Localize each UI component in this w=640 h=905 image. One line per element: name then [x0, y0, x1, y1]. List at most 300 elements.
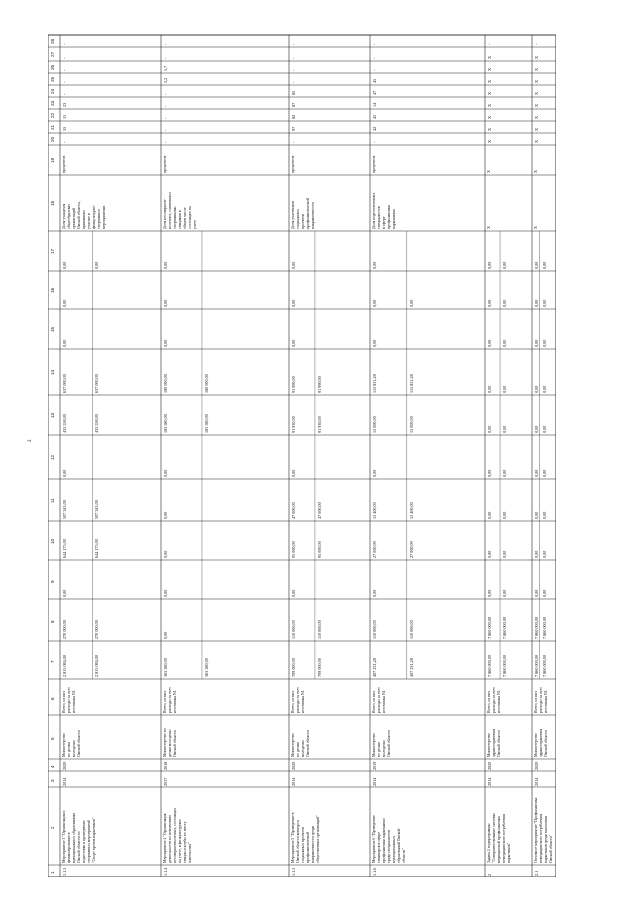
indicator-value: X	[487, 67, 492, 71]
row-name-line: "Совершенствование системы	[492, 812, 496, 863]
executor-line: Министерство	[291, 733, 295, 757]
column-number: 26	[50, 64, 55, 70]
money-total: 0,00	[534, 511, 539, 519]
source-line: расходы за счет	[67, 687, 71, 713]
source-line: Всего, из них	[291, 690, 295, 713]
row-name-line: образований Омской	[397, 828, 401, 863]
source-line: Всего, из них	[62, 690, 66, 713]
money-total: 0,00	[487, 339, 492, 347]
money-total: 0,00	[534, 589, 539, 597]
indicator-value: -	[62, 93, 67, 95]
money-total: 0,00	[62, 299, 67, 307]
column-number: 2	[50, 826, 55, 829]
executor-line: делам молодежи	[168, 729, 172, 757]
money-source: 91 930,00	[316, 416, 322, 433]
money-total: 407 231,28	[372, 658, 377, 677]
money-total: 95 000,00	[291, 541, 296, 558]
row-name-line: Задача 2 подпрограммы	[487, 823, 491, 863]
money-total: 270 000,00	[62, 620, 67, 639]
row-name-line: Мероприятие 4 "Организация	[163, 813, 167, 863]
money-total: 0,00	[163, 469, 168, 477]
source-line: расходы за счет	[492, 687, 496, 713]
source-line: Всего, из них	[534, 690, 538, 713]
money-total: 27 000,00	[372, 541, 377, 558]
source-line: источника N1	[173, 690, 177, 713]
money-total: 47 000,00	[291, 502, 296, 519]
indicator-value: 23	[62, 102, 67, 107]
row-name-line: подготовке и проведению	[82, 820, 86, 863]
row-name-line: наркотиков"	[507, 842, 511, 863]
indicator-line: направленности	[311, 202, 315, 229]
money-source: 7 860 000,00	[541, 617, 547, 639]
indicator-value: -	[291, 141, 296, 143]
money-total: 15 000,00	[372, 416, 377, 433]
year-end: 2020	[487, 761, 492, 770]
indicator-unit: X	[487, 170, 491, 173]
column-number: 17	[50, 248, 55, 254]
row-name-line: Мероприятие 5 "Проведение в	[291, 812, 295, 863]
row-code: 1.1.5	[291, 867, 296, 876]
indicator-line: социальных	[296, 209, 300, 229]
indicator-unit: процентов	[62, 155, 66, 173]
indicator-unit: процентов	[291, 155, 295, 173]
money-source: 0,00	[541, 550, 547, 558]
executor-line: по делам	[67, 742, 71, 757]
indicator-value: -	[163, 105, 168, 107]
money-total: 0,00	[372, 589, 377, 597]
money-source: 0,00	[502, 261, 508, 269]
money-source: 95 000,00	[316, 541, 322, 558]
row-name-line: области"	[402, 848, 406, 863]
money-total: 0,00	[291, 299, 296, 307]
budget-table	[48, 17, 556, 877]
indicator-line: в сфере	[382, 216, 386, 229]
money-source: 407 231,28	[408, 658, 414, 677]
source-line: Всего, из них	[372, 690, 376, 713]
money-total: 0,00	[534, 425, 539, 433]
money-source: 0,00	[541, 589, 547, 597]
indicator-value: -	[163, 129, 168, 131]
indicator-line: специалистов	[377, 206, 381, 229]
indicator-value: 42	[372, 126, 377, 131]
source-line: источника N1	[382, 690, 386, 713]
indicator-value: 85	[291, 90, 296, 95]
executor-line: Министерство по	[163, 728, 167, 757]
money-total: 0,00	[372, 261, 377, 269]
money-total: 0,00	[534, 261, 539, 269]
row-name-line: немедицинского потребления	[502, 814, 506, 863]
row-name-line: профилактической	[306, 831, 310, 863]
indicator-line: мероприятиях	[102, 205, 106, 229]
source-line: расходы за счет	[377, 687, 381, 713]
indicator-value: -	[62, 57, 67, 59]
money-total: 7 860 000,00	[487, 617, 492, 639]
executor-line: Министерство	[487, 733, 491, 757]
money-total: 0,00	[372, 299, 377, 307]
money-total: 0,00	[62, 589, 67, 597]
column-number: 22	[50, 112, 55, 118]
money-total: 110 000,00	[372, 620, 377, 639]
money-total: 110 000,00	[291, 620, 296, 639]
money-source: 15 400,00	[408, 502, 414, 519]
year-start: 2014	[62, 777, 67, 786]
column-number: 5	[50, 737, 55, 740]
indicator-value: X	[487, 115, 492, 119]
source-line: расходы за счет	[168, 687, 172, 713]
money-source: 0,00	[502, 550, 508, 558]
indicator-value: -	[163, 43, 168, 45]
money-total: 91 930,00	[291, 416, 296, 433]
money-total: 0,00	[534, 385, 539, 393]
indicator-unit: X	[534, 170, 538, 173]
column-number: 23	[50, 100, 55, 106]
money-source: 0,00	[502, 425, 508, 433]
column-number: 21	[50, 124, 55, 130]
indicator-line: учете	[193, 219, 197, 229]
indicator-value: X	[534, 139, 539, 143]
indicator-unit: процентов	[372, 155, 376, 173]
money-total: 2 815 084,00	[62, 655, 67, 677]
money-total: 180 000,00	[163, 374, 168, 393]
indicator-value: -	[291, 57, 296, 59]
indicator-unit: процентов	[163, 155, 167, 173]
year-end: 2020	[291, 761, 296, 770]
column-number: 16	[50, 287, 55, 293]
money-source: 0,00	[502, 299, 508, 307]
row-name-line: профилактики наркомании	[382, 818, 386, 863]
money-total: 0,00	[487, 511, 492, 519]
row-code: 2.1	[534, 870, 539, 876]
row-name-line: Омской области конкурса	[296, 820, 300, 863]
money-total: 0,00	[163, 631, 168, 639]
money-total: 637 000,00	[62, 374, 67, 393]
indicator-value: X	[487, 139, 492, 143]
row-code: 1.1.4	[163, 867, 168, 876]
column-number: 10	[50, 538, 55, 544]
money-total: 433 558,00	[62, 414, 67, 433]
executor-line: Министерство	[62, 733, 66, 757]
money-source: 0,00	[541, 425, 547, 433]
indicator-line: Омской области,	[77, 201, 81, 229]
year-start: 2017	[163, 777, 168, 786]
column-number: 1	[50, 871, 55, 874]
indicator-value: X	[487, 55, 492, 59]
indicator-value: 14	[372, 102, 377, 107]
year-start: 2014	[372, 777, 377, 786]
row-name-line: финансирование в	[67, 832, 71, 863]
indicator-line: наркомании	[392, 209, 396, 229]
money-source: 15 000,00	[408, 416, 414, 433]
source-line: источника N1	[544, 690, 548, 713]
indicator-line: профилактики	[387, 205, 391, 229]
money-source: 0,00	[502, 589, 508, 597]
row-name-line: секции и клубы по месту	[183, 821, 187, 863]
indicator-value: -	[372, 141, 377, 143]
indicator-value: 45	[372, 78, 377, 83]
money-total: 0,00	[163, 589, 168, 597]
money-source: 644 175,00	[94, 539, 100, 558]
money-total: 0,00	[372, 339, 377, 347]
executor-line: молодежи	[72, 740, 76, 757]
row-name-line: семинаров в сфере	[377, 831, 381, 863]
indicator-value: -	[487, 43, 492, 45]
money-total: 0,00	[534, 339, 539, 347]
money-total: 363 580,00	[163, 658, 168, 677]
indicator-line: нолетних, охваченных	[168, 192, 172, 229]
money-source: 7 860 000,00	[502, 617, 508, 639]
money-source: 0,00	[408, 299, 414, 307]
row-name-line: на учете, в физкультурные	[178, 819, 182, 863]
column-number: 4	[50, 765, 55, 768]
indicator-line: профилактической	[306, 197, 310, 229]
year-end: 2019	[372, 761, 377, 770]
executor-line: Омской области	[306, 730, 310, 757]
source-line: расходы за счет	[539, 687, 543, 713]
column-number: 11	[50, 498, 55, 503]
column-number: 24	[50, 88, 55, 94]
row-name-line: наркотиков среди населения	[544, 816, 548, 863]
indicator-value: -	[291, 81, 296, 83]
indicator-value: X	[487, 79, 492, 83]
year-start: 2014	[534, 777, 539, 786]
money-total: 507 343,00	[62, 500, 67, 519]
indicator-line: проектов	[301, 213, 305, 229]
indicator-value: X	[534, 79, 539, 83]
year-start: 2014	[487, 777, 492, 786]
column-number: 8	[50, 620, 55, 623]
indicator-value: X	[487, 127, 492, 131]
money-source: 0,00	[502, 385, 508, 393]
indicator-value: 87	[291, 102, 296, 107]
column-number: 27	[50, 51, 55, 57]
executor-line: Омской области	[544, 730, 548, 757]
money-total: 7 860 000,00	[534, 617, 539, 639]
row-code: 2	[487, 873, 492, 876]
row-name-line: среди специалистов	[387, 829, 391, 863]
money-source: 433 558,00	[94, 414, 100, 433]
executor-line: Омской области	[387, 730, 391, 757]
money-total: 709 000,00	[291, 658, 296, 677]
row-name-line: Мероприятие 6 "Проведение	[372, 815, 376, 863]
money-source: 0,00	[502, 511, 508, 519]
executor-line: по делам	[377, 742, 381, 757]
indicator-value: -	[62, 141, 67, 143]
page-number: 2	[28, 439, 33, 442]
money-total: 0,00	[163, 550, 168, 558]
money-total: 0,00	[291, 589, 296, 597]
indicator-line: Доля участников	[291, 201, 295, 229]
row-name-line: деятельности по вовлечению	[168, 814, 172, 863]
indicator-line: организаций	[72, 208, 76, 229]
indicator-value: 35	[62, 126, 67, 131]
indicator-value: X	[534, 115, 539, 119]
money-source: 0,00	[541, 339, 547, 347]
money-source: 91 990,00	[316, 376, 322, 393]
money-source: 47 000,00	[316, 502, 322, 519]
indicator-value: 47	[372, 90, 377, 95]
money-total: 0,00	[163, 261, 168, 269]
money-source: 270 000,00	[94, 620, 100, 639]
row-name-line: медицинской профилактики	[497, 816, 501, 863]
executor-line: молодежи	[301, 740, 305, 757]
money-total: 0,00	[62, 469, 67, 477]
money-total: 0,00	[62, 339, 67, 347]
indicator-value: X	[534, 55, 539, 59]
row-name-line: муниципальных	[392, 836, 396, 863]
row-name-line: спортивных мероприятий	[87, 820, 91, 863]
money-total: 15 400,00	[372, 502, 377, 519]
money-total: 0,00	[487, 589, 492, 597]
year-end: 2020	[534, 761, 539, 770]
executor-line: по делам	[296, 742, 300, 757]
indicator-line: Доля подготовленных	[372, 192, 376, 229]
source-line: источника N1	[72, 690, 76, 713]
money-total: 0,00	[62, 261, 67, 269]
money-total: 0,00	[372, 469, 377, 477]
money-source: 0,00	[541, 299, 547, 307]
indicator-value: -	[62, 69, 67, 71]
money-source: 110 000,00	[408, 620, 414, 639]
money-total: 0,00	[487, 261, 492, 269]
money-source: 0,00	[541, 469, 547, 477]
row-name-line: несовершеннолетних, состоящих	[173, 807, 177, 863]
money-source: 363 580,00	[203, 658, 209, 677]
money-source: 110 000,00	[316, 620, 322, 639]
executor-line: молодежи	[382, 740, 386, 757]
indicator-value: -	[163, 141, 168, 143]
money-total: 644 175,00	[62, 539, 67, 558]
money-total: 91 990,00	[291, 376, 296, 393]
indicator-value: 82	[291, 114, 296, 119]
indicator-value: -	[291, 69, 296, 71]
money-total: 0,00	[534, 550, 539, 558]
source-line: Всего, из них	[487, 690, 491, 713]
indicator-line: состоящих на	[188, 206, 192, 229]
column-number: 28	[50, 38, 55, 44]
row-name-line: "Спорт против наркотиков"	[92, 817, 96, 863]
indicator-value: 5,2	[163, 77, 168, 83]
money-total: 0,00	[487, 385, 492, 393]
indicator-line: общеобразоват.	[67, 203, 71, 229]
source-line: источника N1	[301, 690, 305, 713]
row-name-line: направленности среди	[311, 825, 315, 863]
indicator-line: принявших	[82, 210, 86, 229]
row-name-line: Мероприятие 3 "Организация и	[62, 810, 66, 863]
indicator-line: X	[534, 226, 538, 229]
indicator-line: участие в	[87, 213, 91, 229]
column-number: 7	[50, 660, 55, 663]
money-source: 2 815 084,00	[94, 655, 100, 677]
indicator-value: -	[291, 43, 296, 45]
money-total: 0,00	[291, 339, 296, 347]
money-source: 0,00	[541, 261, 547, 269]
money-source: 0,00	[541, 385, 547, 393]
indicator-line: секциями в	[178, 210, 182, 229]
year-end: 2018	[163, 761, 168, 770]
money-total: 0,00	[291, 261, 296, 269]
row-code: 1.1.6	[372, 867, 377, 876]
source-line: расходы за счет	[296, 687, 300, 713]
column-number: 20	[50, 136, 55, 142]
column-number: 3	[50, 779, 55, 782]
money-total: 0,00	[163, 339, 168, 347]
row-name-line: социальных проектов	[301, 827, 305, 863]
indicator-line: Доля учащихся	[62, 203, 66, 229]
row-name-line: Основное мероприятие "Профилактика	[534, 797, 538, 863]
year-end: 2020	[62, 761, 67, 770]
executor-line: здравоохранения	[492, 728, 496, 757]
money-source: 637 000,00	[94, 374, 100, 393]
source-line: Всего, из них	[163, 690, 167, 713]
money-total: 115 831,28	[372, 374, 377, 393]
column-number: 15	[50, 326, 55, 332]
indicator-value: X	[534, 91, 539, 95]
money-total: 183 580,00	[163, 414, 168, 433]
row-code: 1.1.3	[62, 867, 67, 876]
indicator-value: 5,7	[163, 65, 168, 71]
indicator-value: X	[534, 67, 539, 71]
money-total: 0,00	[534, 469, 539, 477]
indicator-value: 15	[62, 114, 67, 119]
indicator-value: -	[372, 57, 377, 59]
money-source: 507 343,00	[94, 500, 100, 519]
money-total: 0,00	[534, 299, 539, 307]
money-source: 183 580,00	[203, 414, 209, 433]
column-number: 13	[50, 412, 55, 418]
column-number: 9	[50, 579, 55, 583]
row-name-line: Омской области по	[77, 831, 81, 863]
money-total: 7 860 000,00	[534, 655, 539, 677]
indicator-value: -	[163, 57, 168, 59]
money-total: 7 860 000,00	[487, 655, 492, 677]
money-total: 0,00	[163, 299, 168, 307]
money-source: 0,00	[502, 339, 508, 347]
money-total: 0,00	[487, 425, 492, 433]
column-number: 12	[50, 454, 55, 460]
money-source: 0,00	[502, 469, 508, 477]
money-source: 0,00	[94, 261, 100, 269]
executor-line: здравоохранения	[539, 728, 543, 757]
indicator-line: физкультурно-	[92, 204, 96, 229]
money-source: 180 000,00	[203, 374, 209, 393]
row-name-line: муниципальных образованиях	[72, 812, 76, 863]
indicator-value: 97	[291, 126, 296, 131]
indicator-line: спортивных	[97, 209, 101, 229]
year-start: 2014	[291, 777, 296, 786]
money-total: 0,00	[163, 511, 168, 519]
indicator-value: X	[534, 127, 539, 131]
indicator-value: -	[534, 43, 539, 45]
indicator-value: X	[534, 103, 539, 107]
column-number: 6	[50, 697, 55, 700]
money-source: 7 860 000,00	[541, 655, 547, 677]
executor-line: Министерство	[534, 733, 538, 757]
indicator-value: X	[487, 91, 492, 95]
money-total: 0,00	[487, 299, 492, 307]
column-number: 19	[50, 157, 55, 163]
money-source: 7 860 000,00	[502, 655, 508, 677]
money-source: 0,00	[541, 511, 547, 519]
indicator-line: Доля несовершен-	[163, 198, 167, 229]
indicator-value: -	[163, 117, 168, 119]
row-name-line: немедицинского потребления	[539, 814, 543, 863]
money-source: 27 000,00	[408, 541, 414, 558]
indicator-value: X	[487, 103, 492, 107]
money-source: 115 831,28	[408, 374, 414, 393]
executor-line: Омской области	[77, 730, 81, 757]
indicator-value: -	[62, 81, 67, 83]
column-number: 25	[50, 76, 55, 82]
